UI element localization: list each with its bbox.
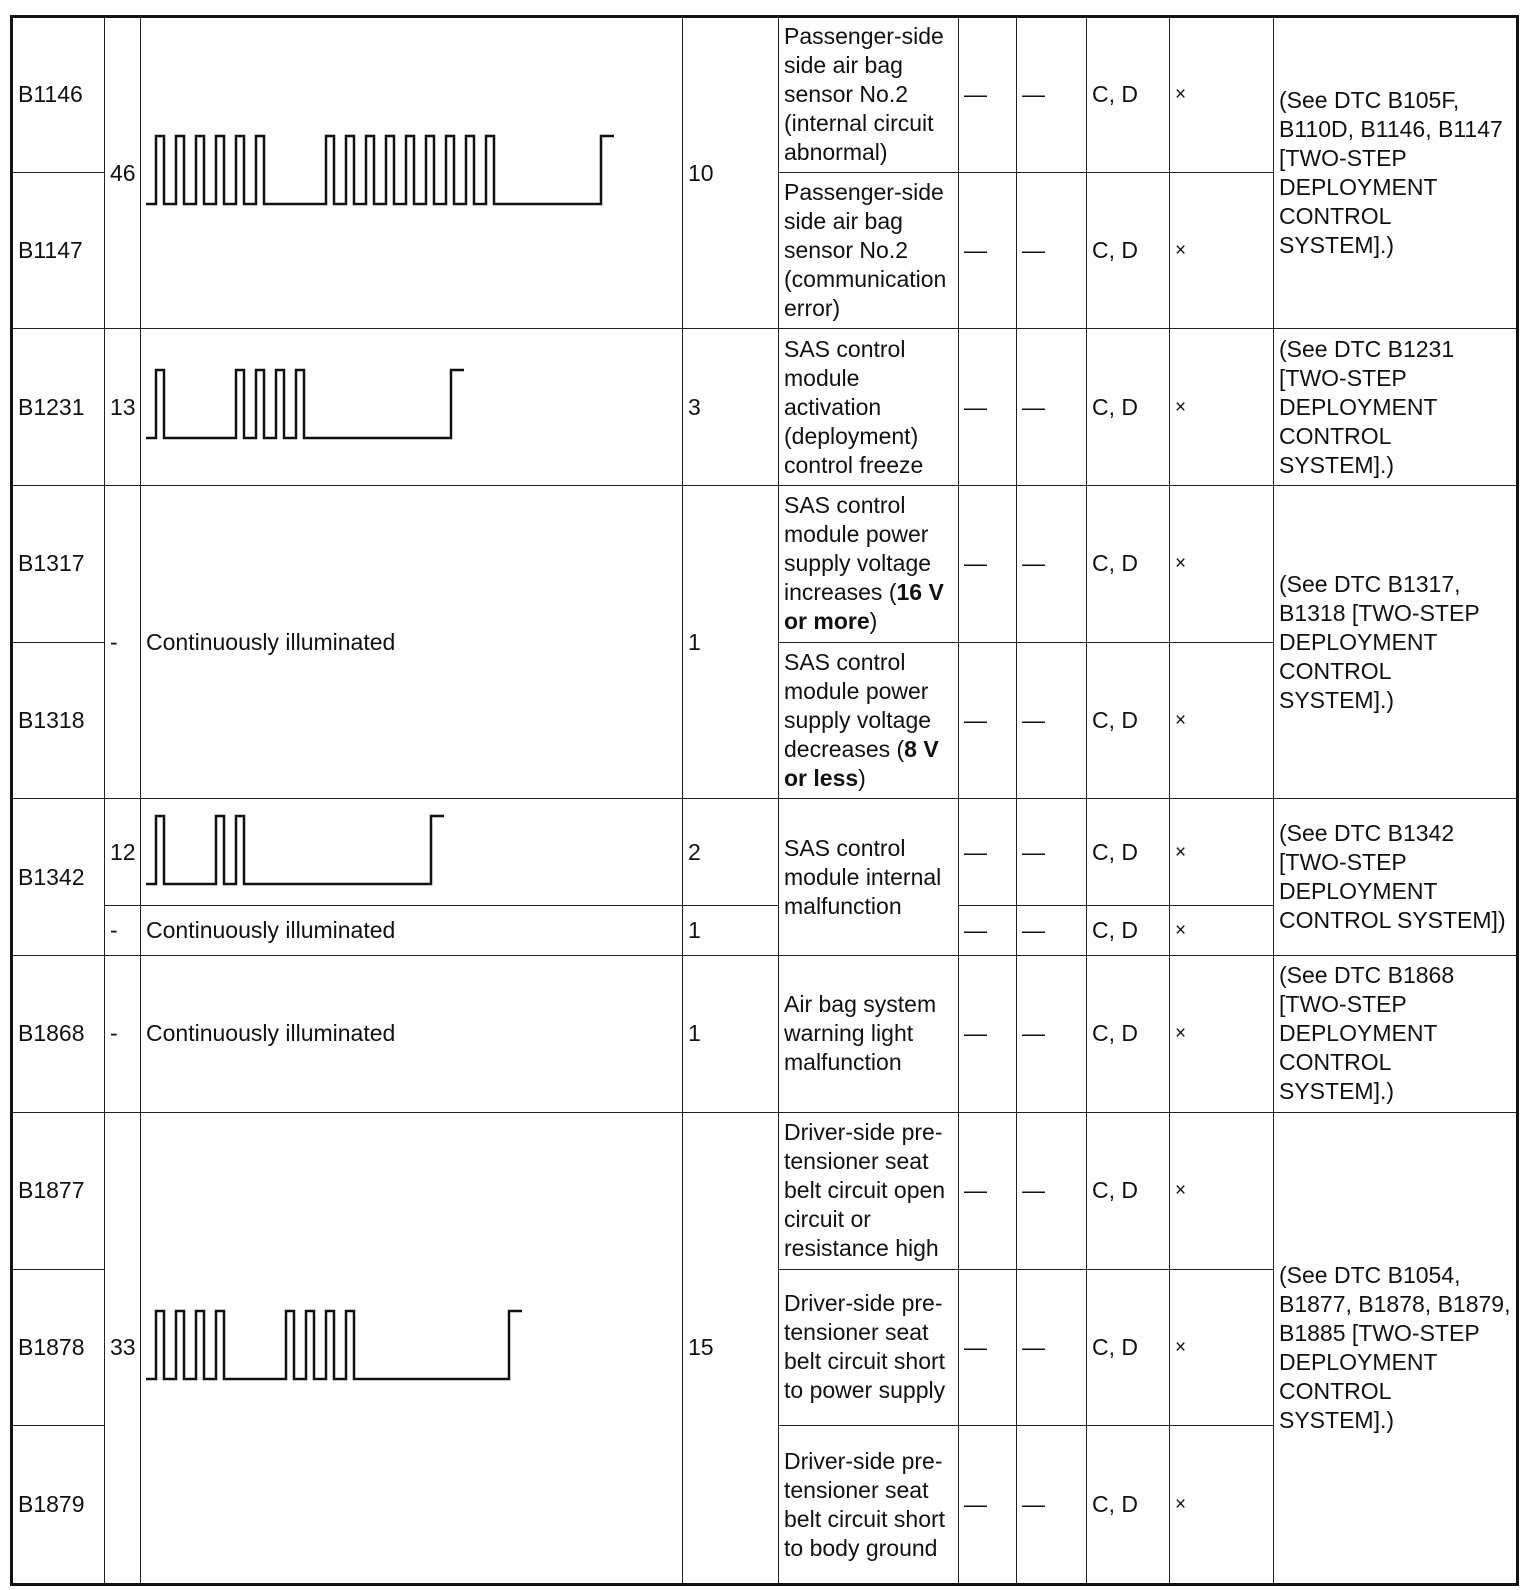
cross-mark: × [1170, 642, 1274, 799]
memory-function: C, D [1087, 172, 1170, 329]
dtc-table [10, 15, 1519, 1586]
dtc-code: B1879 [12, 1426, 105, 1585]
dash-mark: — [959, 642, 1017, 799]
flash-pattern-waveform [146, 812, 456, 892]
dtc-code: B1147 [12, 172, 105, 329]
flash-count: 2 [683, 799, 779, 905]
dash-mark: — [1017, 956, 1087, 1113]
dash-mark: — [959, 486, 1017, 643]
dtc-code: B1231 [12, 329, 105, 486]
dtc-description [779, 486, 959, 643]
reference-note: (See DTC B1054, B1877, B1878, B1879, B1885 [TWO-STEP DEPLOYMENT CONTROL SYSTEM].) [1274, 1112, 1518, 1584]
memory-function: C, D [1087, 956, 1170, 1113]
reference-note: (See DTC B1317, B1318 [TWO-STEP DEPLOYMENT CONTROL SYSTEM].) [1274, 486, 1518, 799]
description-text: ) [869, 608, 878, 635]
cross-mark: × [1170, 905, 1274, 956]
dash-mark: — [1017, 642, 1087, 799]
table-row [12, 1112, 1518, 1269]
flash-pattern-text: Continuously illuminated [141, 486, 683, 799]
dtc-description: SAS control module activation (deployment) control freeze [779, 329, 959, 486]
flash-count: 1 [683, 956, 779, 1113]
dtc-code: B1146 [12, 17, 105, 173]
reference-note: (See DTC B1342 [TWO-STEP DEPLOYMENT CONTROL SYSTEM]) [1274, 799, 1518, 956]
dash-mark: — [959, 1269, 1017, 1426]
flash-pattern-text: Continuously illuminated [141, 905, 683, 956]
flash-pattern-waveform [146, 128, 626, 218]
dash-mark: — [1017, 486, 1087, 643]
dtc-description: Air bag system warning light malfunction [779, 956, 959, 1113]
table-row [12, 956, 1518, 1113]
flash-count: 1 [683, 486, 779, 799]
dash-mark: — [959, 905, 1017, 956]
memory-function: C, D [1087, 642, 1170, 799]
dash-mark: — [959, 1426, 1017, 1585]
flash-count: 10 [683, 17, 779, 329]
cross-mark: × [1170, 329, 1274, 486]
dtc-description: Passenger-side side air bag sensor No.2 (communication error) [779, 172, 959, 329]
cross-mark: × [1170, 1112, 1274, 1269]
cross-mark: × [1170, 172, 1274, 329]
dash-mark: — [1017, 905, 1087, 956]
memory-function: C, D [1087, 1426, 1170, 1585]
cross-mark: × [1170, 486, 1274, 643]
reference-note: (See DTC B105F, B110D, B1146, B1147 [TWO-STEP DEPLOYMENT CONTROL SYSTEM].) [1274, 17, 1518, 329]
voltage-threshold: 8 V or less [784, 736, 939, 792]
dtc-code: B1317 [12, 486, 105, 643]
memory-function: C, D [1087, 905, 1170, 956]
flash-count: 3 [683, 329, 779, 486]
flash-pattern-cell [141, 329, 683, 486]
memory-function: C, D [1087, 799, 1170, 905]
flash-pattern-text: Continuously illuminated [141, 956, 683, 1113]
dtc-code: B1318 [12, 642, 105, 799]
flash-pattern-cell [141, 1112, 683, 1584]
reference-note: (See DTC B1231 [TWO-STEP DEPLOYMENT CONTROL SYSTEM].) [1274, 329, 1518, 486]
dtc-description: Driver-side pre-tensioner seat belt circuit open circuit or resistance high [779, 1112, 959, 1269]
flash-pattern-cell [141, 799, 683, 905]
flash-count: 1 [683, 905, 779, 956]
flash-code: 13 [105, 329, 141, 486]
dash-mark: — [959, 956, 1017, 1113]
description-text: ) [858, 765, 866, 792]
flash-code: - [105, 956, 141, 1113]
voltage-threshold: 16 V or more [784, 579, 944, 635]
flash-pattern-waveform [146, 362, 476, 452]
flash-code: 33 [105, 1112, 141, 1584]
dtc-description: Passenger-side side air bag sensor No.2 (internal circuit abnormal) [779, 17, 959, 173]
dtc-description: Driver-side pre-tensioner seat belt circuit short to power supply [779, 1269, 959, 1426]
dash-mark: — [1017, 329, 1087, 486]
cross-mark: × [1170, 1269, 1274, 1426]
description-text: SAS control module power supply voltage decreases ( [784, 649, 932, 763]
dash-mark: — [1017, 799, 1087, 905]
cross-mark: × [1170, 1426, 1274, 1585]
cross-mark: × [1170, 956, 1274, 1113]
reference-note: (See DTC B1868 [TWO-STEP DEPLOYMENT CONTROL SYSTEM].) [1274, 956, 1518, 1113]
dtc-code: B1877 [12, 1112, 105, 1269]
flash-count: 15 [683, 1112, 779, 1584]
dtc-description [779, 642, 959, 799]
memory-function: C, D [1087, 17, 1170, 173]
description-text: SAS control module power supply voltage increases ( [784, 492, 932, 606]
table-row [12, 799, 1518, 905]
dash-mark: — [959, 1112, 1017, 1269]
table-row [12, 329, 1518, 486]
dtc-code: B1878 [12, 1269, 105, 1426]
dash-mark: — [1017, 1112, 1087, 1269]
cross-mark: × [1170, 799, 1274, 905]
dtc-code: B1342 [12, 799, 105, 956]
table-row [12, 486, 1518, 643]
dtc-description: Driver-side pre-tensioner seat belt circuit short to body ground [779, 1426, 959, 1585]
memory-function: C, D [1087, 329, 1170, 486]
flash-code: 46 [105, 17, 141, 329]
dash-mark: — [1017, 17, 1087, 173]
dash-mark: — [959, 17, 1017, 173]
flash-code: - [105, 486, 141, 799]
memory-function: C, D [1087, 486, 1170, 643]
memory-function: C, D [1087, 1269, 1170, 1426]
dash-mark: — [1017, 1426, 1087, 1585]
flash-code: - [105, 905, 141, 956]
dash-mark: — [959, 329, 1017, 486]
dash-mark: — [1017, 1269, 1087, 1426]
dtc-code: B1868 [12, 956, 105, 1113]
flash-pattern-waveform [146, 1303, 536, 1393]
flash-code: 12 [105, 799, 141, 905]
dash-mark: — [959, 172, 1017, 329]
dash-mark: — [959, 799, 1017, 905]
dtc-description: SAS control module internal malfunction [779, 799, 959, 956]
table-row [12, 17, 1518, 173]
memory-function: C, D [1087, 1112, 1170, 1269]
cross-mark: × [1170, 17, 1274, 173]
flash-pattern-cell [141, 17, 683, 329]
dash-mark: — [1017, 172, 1087, 329]
